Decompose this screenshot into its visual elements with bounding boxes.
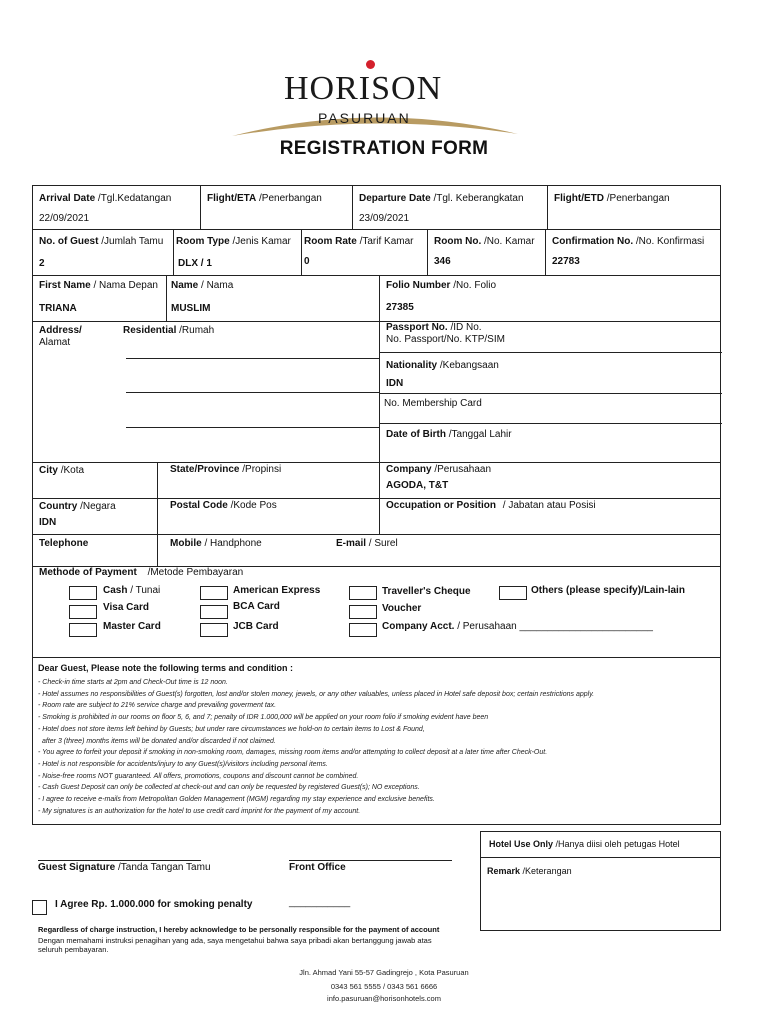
smoking-agree-label: I Agree Rp. 1.000.000 for smoking penalty (55, 899, 253, 910)
departure-sublabel: /Tgl. Keberangkatan (433, 193, 524, 204)
departure-date-field[interactable]: 23/09/2021 (359, 213, 410, 224)
mobile-sublabel: / Handphone (204, 538, 262, 549)
city-label: City (39, 465, 58, 476)
logo-brand: HORISON (284, 70, 443, 107)
confirmation-cell (545, 230, 705, 275)
term-item: - You agree to forfeit your deposit if smoking in non-smoking room, damages, missing room items and/or attempting to collect deposit at a later time after Check-Out. (38, 749, 548, 757)
identity-cell (379, 322, 512, 462)
responsibility-translation-2: seluruh pembayaran. (38, 945, 109, 954)
company-label: Company (386, 464, 432, 475)
terms-row (32, 658, 721, 825)
room-row (32, 230, 721, 276)
term-item: - Hotel does not store items left behind by Guests; but under rare circumstances we hold-on to certain items to Lost & Found, (38, 725, 425, 733)
bca-label: BCA Card (233, 601, 280, 612)
payment-sublabel: /Metode Pembayaran (147, 567, 244, 578)
first-name-field[interactable]: TRIANA (39, 303, 77, 314)
mobile-cell[interactable] (157, 535, 398, 566)
term-item: - Check-in time starts at 2pm and Check-Out time is 12 noon. (38, 679, 228, 686)
first-name-label: First Name (39, 280, 91, 291)
term-item: - Hotel assumes no responsibilities of Guest(s) forgotten, lost and/or stolen money, jewels, or any other valuables, unless placed in Hotel safe deposit box; certain restrictions apply. (38, 690, 595, 698)
flight-etd-sublabel: /Penerbangan (606, 193, 670, 204)
amex-checkbox[interactable] (200, 586, 228, 600)
visa-checkbox[interactable] (69, 605, 97, 619)
country-field[interactable]: IDN (39, 517, 57, 528)
name-row (32, 276, 721, 322)
dob-label: Date of Birth (386, 429, 446, 440)
first-name-sublabel: / Nama Depan (93, 280, 158, 291)
hotel-use-sublabel: /Hanya diisi oleh petugas Hotel (555, 839, 680, 849)
membership-divider (380, 423, 722, 424)
room-rate-cell (301, 230, 414, 275)
responsibility-translation-1: Dengan memahami instruksi penagihan yang ada, saya mengetahui bahwa saya pribadi akan bertanggung jawab atas (38, 936, 432, 945)
guests-label: No. of Guest (39, 236, 99, 247)
logo-city: PASURUAN (318, 110, 411, 126)
mobile-label: Mobile (170, 538, 202, 549)
name-sublabel: / Nama (201, 280, 234, 291)
bca-checkbox[interactable] (200, 605, 228, 619)
room-type-label: Room Type (176, 236, 230, 247)
company-acct-label: Company Acct. (382, 621, 455, 632)
room-rate-label: Room Rate (304, 236, 357, 247)
confirmation-label: Confirmation No. (552, 236, 634, 247)
arrival-row (32, 185, 721, 230)
departure-cell (352, 186, 524, 229)
telephone-label: Telephone (39, 538, 89, 549)
logo-dot-icon (366, 60, 375, 69)
arrival-date-field[interactable]: 22/09/2021 (39, 213, 90, 224)
residential-sublabel: /Rumah (179, 325, 215, 336)
nationality-sublabel: /Kebangsaan (439, 360, 499, 371)
company-field[interactable]: AGODA, T&T (386, 480, 449, 491)
travellers-checkbox[interactable] (349, 586, 377, 600)
company-sublabel: /Perusahaan (434, 464, 492, 475)
folio-label: Folio Number (386, 280, 451, 291)
address-line-3[interactable] (126, 427, 379, 428)
company-acct-sublabel: / Perusahaan ________________________ (457, 621, 653, 632)
visa-label: Visa Card (103, 602, 149, 613)
address-line-1[interactable] (126, 358, 379, 359)
term-item: - Smoking is prohibited in our rooms on floor 5, 6, and 7; penalty of IDR 1.000,000 will be applied on your room folio if smoking evident have been (38, 714, 489, 722)
front-office-line[interactable] (289, 860, 452, 861)
passport-sublabel: /ID No. (450, 322, 482, 333)
term-item: - Cash Guest Deposit can only be collected at check-out and can only be requested by registered Guest(s); NO exceptions. (38, 784, 420, 792)
country-sublabel: /Negara (80, 501, 116, 512)
term-item: - Hotel is not responsible for accidents/injury to any Guest(s)/visitors including personal items. (38, 760, 328, 768)
guest-signature-sublabel: /Tanda Tangan Tamu (118, 862, 211, 873)
guests-sublabel: /Jumlah Tamu (101, 236, 164, 247)
flight-etd-cell[interactable] (547, 186, 670, 229)
term-item: - I agree to receive e-mails from Metropolitan Golden Management (MGM) regarding my stay experience and exclusive benefits. (38, 796, 435, 804)
confirmation-field[interactable]: 22783 (552, 256, 580, 267)
room-rate-field[interactable]: 0 (304, 256, 310, 267)
confirmation-sublabel: /No. Konfirmasi (635, 236, 705, 247)
flight-eta-sublabel: /Penerbangan (259, 193, 322, 204)
room-no-field[interactable]: 346 (434, 256, 451, 267)
hotel-use-box (480, 831, 721, 931)
address-row (32, 322, 721, 463)
folio-sublabel: /No. Folio (453, 280, 497, 291)
name-field[interactable]: MUSLIM (171, 303, 211, 314)
form-title: REGISTRATION FORM (279, 138, 489, 159)
others-checkbox[interactable] (499, 586, 527, 600)
hotel-use-label: Hotel Use Only (489, 839, 554, 849)
country-row (32, 499, 721, 535)
company-acct-checkbox[interactable] (349, 623, 377, 637)
terms-title: Dear Guest, Please note the following terms and condition : (38, 663, 294, 673)
footer-email[interactable]: info.pasuruan@horisonhotels.com (327, 994, 441, 1003)
payment-label: Methode of Payment (39, 567, 137, 578)
flight-eta-label: Flight/ETA (207, 193, 257, 204)
room-no-sublabel: /No. Kamar (484, 236, 535, 247)
guests-field[interactable]: 2 (39, 258, 45, 269)
room-type-sublabel: /Jenis Kamar (232, 236, 291, 247)
occupation-label: Occupation or Position (386, 500, 497, 511)
travellers-label: Traveller's Cheque (382, 586, 471, 597)
flight-eta-cell[interactable] (200, 186, 322, 229)
room-no-cell (427, 230, 535, 275)
passport-sublabel-2: No. Passport/No. KTP/SIM (386, 334, 505, 345)
address-sublabel: Alamat (39, 337, 71, 348)
membership-label: No. Membership Card (384, 398, 482, 409)
terms-list (38, 677, 594, 817)
smoking-agree-blank[interactable]: ___________ (289, 897, 351, 908)
address-line-2[interactable] (126, 392, 379, 393)
room-type-cell (173, 230, 291, 275)
footer-address: Jln. Ahmad Yani 55-57 Gadingrejo , Kota Pasuruan (299, 968, 469, 977)
postal-cell[interactable] (157, 499, 277, 534)
folio-cell (379, 276, 497, 321)
remark-sublabel: /Keterangan (522, 866, 572, 876)
room-no-label: Room No. (434, 236, 482, 247)
jcb-checkbox[interactable] (200, 623, 228, 637)
nationality-field[interactable]: IDN (386, 378, 404, 389)
arrival-sublabel: /Tgl.Kedatangan (97, 193, 172, 204)
hotel-logo (0, 30, 768, 126)
term-item: - My signatures is an authorization for the hotel to use credit card imprint for the payment of my account. (38, 807, 361, 815)
guest-signature-label: Guest Signature (38, 862, 116, 873)
nationality-label: Nationality (386, 360, 438, 371)
email-label: E-mail (336, 538, 367, 549)
amex-label: American Express (233, 585, 321, 596)
master-label: Master Card (103, 621, 161, 632)
passport-divider (380, 352, 722, 353)
nationality-divider (380, 393, 722, 394)
footer-phone: 0343 561 5555 / 0343 561 6666 (330, 982, 438, 991)
occupation-sublabel: / Jabatan atau Posisi (502, 500, 596, 511)
departure-label: Departure Date (359, 193, 431, 204)
room-type-field[interactable]: DLX / 1 (178, 258, 212, 269)
postal-sublabel: /Kode Pos (230, 500, 277, 511)
occupation-cell[interactable] (379, 499, 596, 534)
remark-label: Remark (487, 866, 521, 876)
state-cell[interactable] (157, 463, 282, 498)
others-label: Others (please specify)/Lain-lain (531, 585, 685, 596)
state-sublabel: /Propinsi (242, 464, 282, 475)
folio-field[interactable]: 27385 (386, 302, 414, 313)
name-cell (166, 276, 234, 321)
company-cell (379, 463, 492, 498)
address-label: Address/ (39, 325, 82, 336)
term-item: - Room rate are subject to 21% service charge and prevailing goverment tax. (38, 702, 277, 710)
country-label: Country (39, 501, 78, 512)
guest-signature-line[interactable] (38, 860, 201, 861)
front-office-label: Front Office (289, 862, 346, 873)
passport-label: Passport No. (386, 322, 448, 333)
payment-row (32, 567, 721, 658)
contact-row (32, 535, 721, 567)
postal-label: Postal Code (170, 500, 228, 511)
city-row (32, 463, 721, 499)
flight-etd-label: Flight/ETD (554, 193, 604, 204)
voucher-checkbox[interactable] (349, 605, 377, 619)
dob-sublabel: /Tanggal Lahir (448, 429, 512, 440)
email-sublabel: / Surel (368, 538, 398, 549)
cash-label: Cash (103, 585, 128, 596)
room-rate-sublabel: /Tarif Kamar (359, 236, 414, 247)
responsibility-statement: Regardless of charge instruction, I hereby acknowledge to be personally responsible for the payment of account (38, 925, 440, 934)
arrival-label: Arrival Date (39, 193, 96, 204)
smoking-agree-checkbox[interactable] (32, 900, 47, 915)
term-item: - Noise-free rooms NOT guaranteed. All offers, promotions, coupons and discount cannot be combined. (38, 772, 359, 780)
hotel-use-divider (481, 857, 720, 858)
cash-sublabel: / Tunai (130, 585, 161, 596)
state-label: State/Province (170, 464, 240, 475)
cash-checkbox[interactable] (69, 586, 97, 600)
jcb-label: JCB Card (233, 621, 279, 632)
master-checkbox[interactable] (69, 623, 97, 637)
term-item: after 3 (three) months items will be donated and/or discarded if not claimed. (42, 737, 276, 745)
voucher-label: Voucher (382, 603, 422, 614)
city-sublabel: /Kota (60, 465, 85, 476)
residential-label: Residential (123, 325, 177, 336)
name-label: Name (171, 280, 199, 291)
